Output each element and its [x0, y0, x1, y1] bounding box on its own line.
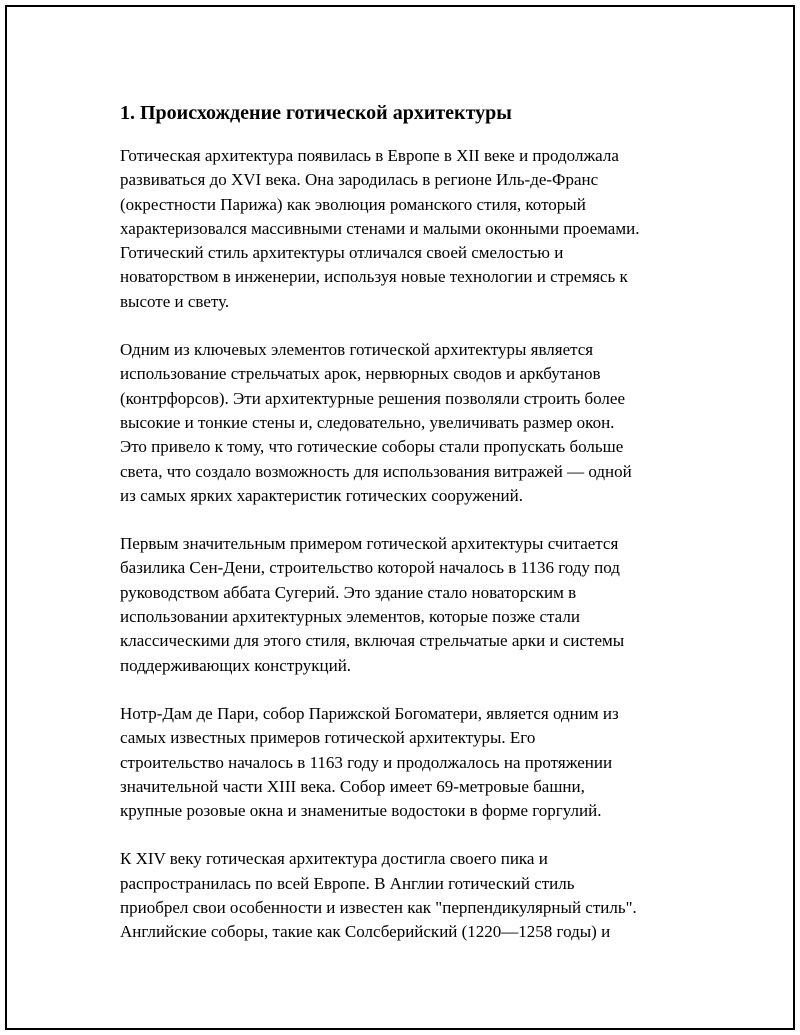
- text-line: Нотр-Дам де Пари, собор Парижской Богоматери, является одним из: [120, 703, 619, 723]
- text-line: Готический стиль архитектуры отличался своей смелостью и: [120, 243, 564, 263]
- text-line: распространилась по всей Европе. В Англии готический стиль: [120, 873, 575, 893]
- text-line: высокие и тонкие стены и, следовательно, увеличивать размер окон.: [120, 412, 615, 432]
- text-line: строительство началось в 1163 году и продолжалось на протяжении: [120, 752, 613, 772]
- text-line: (окрестности Парижа) как эволюция романского стиля, который: [120, 194, 586, 214]
- text-line: поддерживающих конструкций.: [120, 655, 352, 675]
- paragraph-saint-denis: [120, 532, 700, 678]
- section-heading: 1. Происхождение готической архитектуры: [120, 102, 512, 124]
- text-line: Одним из ключевых элементов готической архитектуры является: [120, 340, 594, 360]
- text-line: света, что создало возможность для использования витражей — одной: [120, 461, 632, 481]
- text-line: Это привело к тому, что готические соборы стали пропускать больше: [120, 437, 624, 457]
- text-line: (контрфорсов). Эти архитектурные решения позволяли строить более: [120, 388, 626, 408]
- text-line: использовании архитектурных элементов, которые позже стали: [120, 607, 580, 627]
- text-line: новаторством в инженерии, используя новые технологии и стремясь к: [120, 267, 628, 287]
- text-line: характеризовался массивными стенами и малыми оконными проемами.: [120, 218, 640, 238]
- paragraph-spread: [120, 847, 700, 944]
- text-line: высоте и свету.: [120, 291, 230, 311]
- text-line: руководством аббата Сугерий. Это здание стало новаторским в: [120, 582, 577, 602]
- text-line: Готическая архитектура появилась в Европе в XII веке и продолжала: [120, 146, 619, 165]
- text-line: приобрел свои особенности и известен как "перпендикулярный стиль".: [120, 898, 637, 918]
- text-line: самых известных примеров готической архитектуры. Его: [120, 728, 536, 748]
- paragraph-origin: [120, 144, 700, 314]
- text-line: из самых ярких характеристик готических сооружений.: [120, 485, 524, 505]
- text-line: К XIV веку готическая архитектура достигла своего пика и: [120, 849, 548, 869]
- paragraph-key-elements: [120, 338, 700, 508]
- text-line: значительной части XIII века. Собор имеет 69-метровые башни,: [120, 776, 585, 796]
- paragraph-notre-dame: [120, 702, 700, 823]
- text-line: использование стрельчатых арок, нервюрных сводов и аркбутанов: [120, 364, 601, 384]
- text-line: крупные розовые окна и знаменитые водостоки в форме горгулий.: [120, 801, 602, 821]
- text-line: Первым значительным примером готической архитектуры считается: [120, 534, 619, 554]
- document-body: [120, 100, 700, 969]
- page-frame: [5, 5, 795, 1030]
- text-line: базилика Сен-Дени, строительство которой началось в 1136 году под: [120, 558, 620, 578]
- text-line: Английские соборы, такие как Солсберийский (1220—1258 годы) и: [120, 922, 611, 942]
- text-line: развиваться до XVI века. Она зародилась в регионе Иль-де-Франс: [120, 170, 599, 190]
- text-line: классическими для этого стиля, включая стрельчатые арки и системы: [120, 631, 625, 651]
